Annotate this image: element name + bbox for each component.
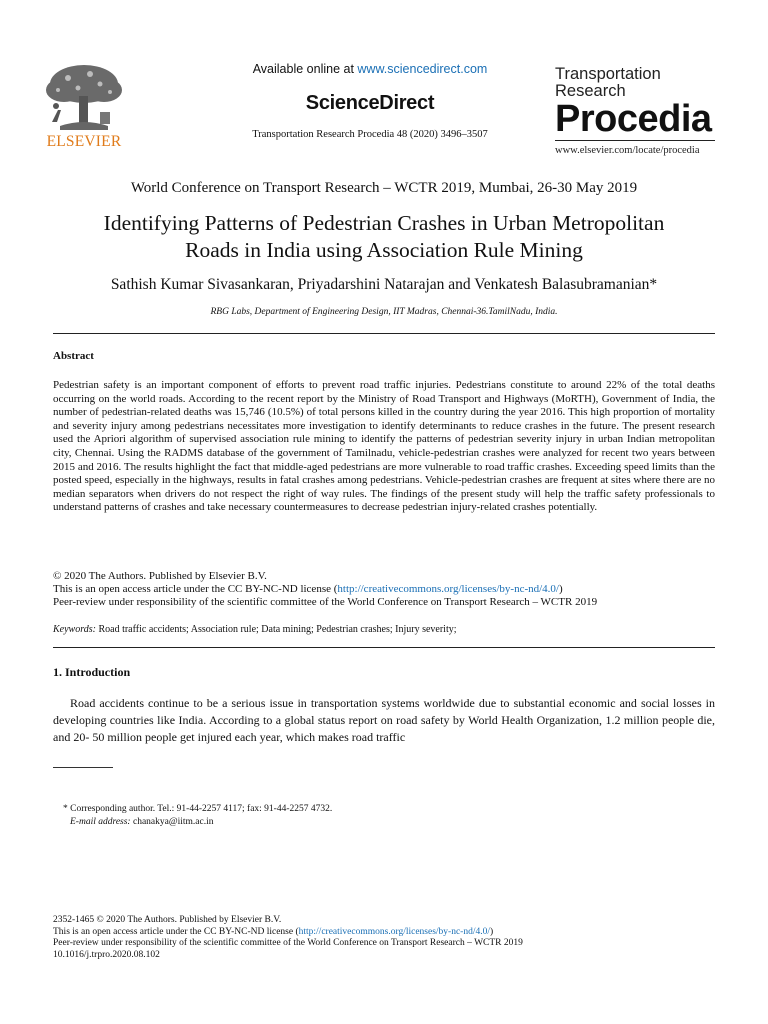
abstract-body: Pedestrian safety is an important component of efforts to prevent road traffic injuries. Pedestrians constitute to around 22% of the total deaths occurring on the world roads. According to the recent report by the Ministry of Road Transport and Highways (MoRTH), Government of India, the number of pedestrian-related deaths was 15,746 (10.5%) of total persons killed in the country during the year 2016. This high proportion of mortality and severity injury among pedestrians necessitates more investigation to identify determinants to reduce crashes in the future. The present research used the Apriori algorithm of supervised association rule mining to identify the patterns of pedestrian severity injury in urban Indian metropolitan city, Chennai. Using the RADMS database of the government of Tamilnadu, vehicle-pedestrian crashes were analyzed for recent two years between 2015 and 2016. The results highlight the fact that middle-aged pedestrians are more vulnerable to road traffic crashes. Exceeding speed limits than the posted speed, especially in the highways, results in fatal crashes among pedestrians. Vehicle-pedestrian crashes are frequent at sites where there are no median separators when drivers do not respect the right of way rules. The findings of the present study will help the traffic safety professionals to understand patterns of crashes and take necessary countermeasures to decrease pedestrian injury-related crashes potentially. xyxy=(53,379,715,514)
intro-heading: 1. Introduction xyxy=(53,665,131,679)
elsevier-logo xyxy=(38,62,136,152)
abstract-meta xyxy=(53,570,715,610)
footer xyxy=(53,915,733,962)
available-prefix: Available online at xyxy=(252,62,358,76)
email-line xyxy=(63,816,703,829)
footer-peer-review: Peer-review under responsibility of the scientific committee of the World Conference on Transport Research – WCTR 2019 xyxy=(53,938,523,949)
conference-line: World Conference on Transport Research – WCTR 2019, Mumbai, 26-30 May 2019 xyxy=(130,180,638,196)
footer-license-link[interactable]: http://creativecommons.org/licenses/by-nc-nd/4.0/ xyxy=(298,926,490,937)
license-link[interactable]: http://creativecommons.org/licenses/by-nc-nd/4.0/ xyxy=(337,583,559,596)
procedia-logo-line1: Transportation xyxy=(555,65,661,83)
intro-body: Road accidents continue to be a serious issue in transportation systems worldwide due to substantial economic and social losses in developing countries like India. According to a global status report on road safety by World Health Organization, 1.2 million people die, and 20- 50 million people get injured each year, which makes road traffic xyxy=(53,696,715,744)
email: chanakya@iitm.ac.in xyxy=(130,817,214,827)
available-online xyxy=(150,62,590,76)
authors: Sathish Kumar Sivasankaran, Priyadarshini Natarajan and Venkatesh Balasubramanian* xyxy=(110,276,658,293)
copyright-line: © 2020 The Authors. Published by Elsevier B.V. xyxy=(53,570,267,582)
procedia-logo-line3: Procedia xyxy=(555,98,712,140)
title-line-1: Identifying Patterns of Pedestrian Crashes in Urban Metropolitan xyxy=(103,211,665,235)
procedia-url[interactable]: www.elsevier.com/locate/procedia xyxy=(555,145,700,156)
license-line: This is an open access article under the CC BY-NC-ND license (http://creativecommons.org/licenses/by-nc-nd/4.0/) xyxy=(53,583,563,596)
divider-bottom xyxy=(53,647,715,648)
footer-license: This is an open access article under the CC BY-NC-ND license (http://creativecommons.org/licenses/by-nc-nd/4.0/) xyxy=(53,926,494,937)
footer-doi: 10.1016/j.trpro.2020.08.102 xyxy=(53,950,160,961)
corresponding-author: * Corresponding author. Tel.: 91-44-2257 4117; fax: 91-44-2257 4732. xyxy=(63,804,333,814)
procedia-logo-line2: Research xyxy=(555,82,626,100)
keywords-label: Keywords: xyxy=(53,624,96,635)
keywords-line xyxy=(53,624,715,635)
footnotes xyxy=(63,803,703,829)
journal-reference: Transportation Research Procedia 48 (2020) 3496–3507 xyxy=(252,129,488,140)
footnote-separator xyxy=(53,767,113,768)
abstract-heading: Abstract xyxy=(53,350,94,362)
affiliation: RBG Labs, Department of Engineering Design, IIT Madras, Chennai-36.TamilNadu, India. xyxy=(210,307,558,317)
elsevier-wordmark: ELSEVIER xyxy=(46,133,122,150)
email-label: E-mail address: xyxy=(70,817,131,827)
procedia-logo xyxy=(555,66,715,156)
title-line-2: Roads in India using Association Rule Mining xyxy=(185,238,583,262)
elsevier-tree-icon xyxy=(38,62,130,132)
footer-copyright: 2352-1465 © 2020 The Authors. Published by Elsevier B.V. xyxy=(53,915,282,925)
keywords: Road traffic accidents; Association rule; Data mining; Pedestrian crashes; Injury severity; xyxy=(95,624,457,635)
sciencedirect-link[interactable]: www.sciencedirect.com xyxy=(357,62,488,76)
paper-title xyxy=(30,210,738,264)
divider-top xyxy=(53,333,715,334)
sciencedirect-brand: ScienceDirect xyxy=(305,92,435,114)
peer-review-line: Peer-review under responsibility of the scientific committee of the World Conference on Transport Research – WCTR 2019 xyxy=(53,596,598,609)
